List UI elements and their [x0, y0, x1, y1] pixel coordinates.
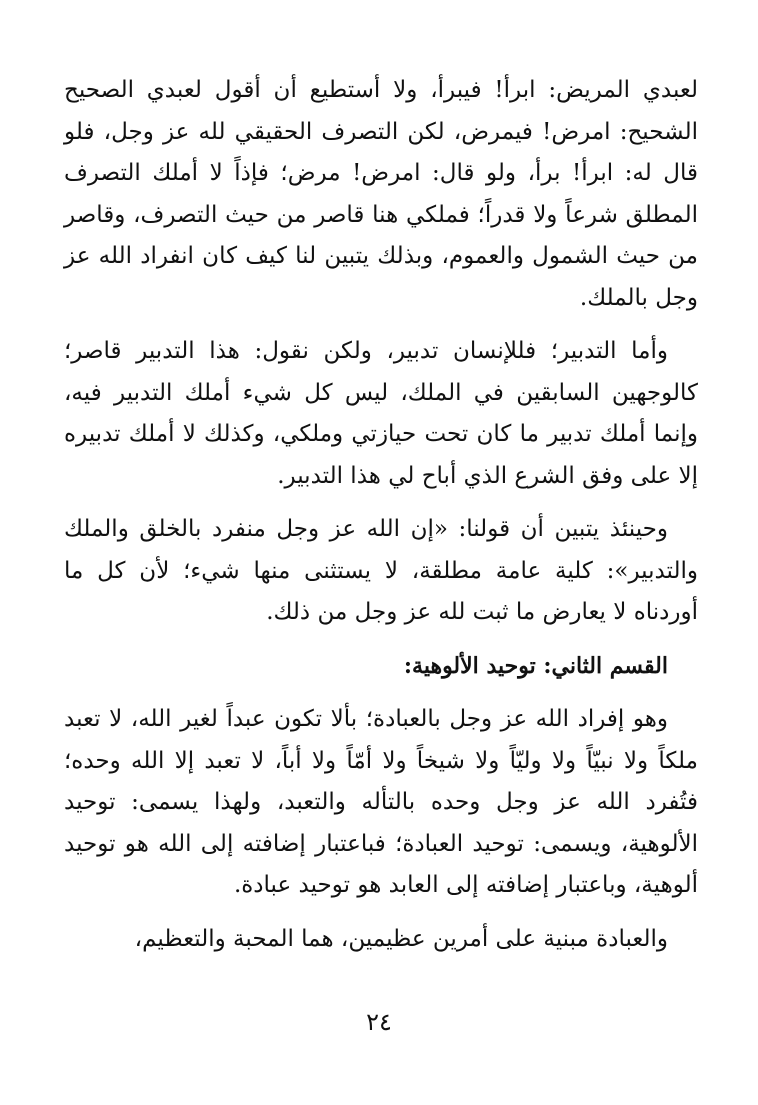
- section-heading: القسم الثاني: توحيد الألوهية:: [403, 652, 668, 679]
- paragraph-4: وهو إفراد الله عز وجل بالعبادة؛ بألا تكون عبداً لغير الله، لا تعبد ملكاً ولا نبيّاً ولا وليّاً ولا شيخاً ولا أمّاً ولا أباً، لا تعبد إلا الله وحده؛ فتُفرد الله عز وجل وحده بالتأله والتعبد، ولهذا يسمى: توحيد الألوهية، ويسمى: توحيد العبادة؛ فباعتبار إضافته إلى الله هو توحيد ألوهية، وباعتبار إضافته إلى العابد هو توحيد عبادة.: [64, 706, 698, 898]
- page-number: ٢٤: [366, 1008, 392, 1036]
- paragraph-2: وأما التدبير؛ فللإنسان تدبير، ولكن نقول: هذا التدبير قاصر؛ كالوجهين السابقين في الملك، ليس كل شيء أملك التدبير فيه، وإنما أملك تدبير ما كان تحت حيازتي وملكي، وكذلك لا أملك تدبيره إلا على وفق الشرع الذي أباح لي هذا التدبير.: [64, 338, 698, 489]
- page-body: [64, 70, 698, 1065]
- paragraph-5: والعبادة مبنية على أمرين عظيمين، هما المحبة والتعظيم،: [134, 925, 668, 952]
- paragraph-1: لعبدي المريض: ابرأ! فيبرأ، ولا أستطيع أن أقول لعبدي الصحيح الشحيح: امرض! فيمرض، لكن التصرف الحقيقي لله عز وجل، فلو قال له: ابرأ! برأ، ولو قال: امرض! مرض؛ فإذاً لا أملك التصرف المطلق شرعاً ولا قدراً؛ فملكي هنا قاصر من حيث التصرف، وقاصر من حيث الشمول والعموم، وبذلك يتبين لنا كيف كان انفراد الله عز وجل بالملك.: [64, 77, 698, 311]
- paragraph-3: وحينئذ يتبين أن قولنا: «إن الله عز وجل منفرد بالخلق والملك والتدبير»: كلية عامة مطلقة، لا يستثنى منها شيء؛ لأن كل ما أوردناه لا يعارض ما ثبت لله عز وجل من ذلك.: [64, 516, 698, 625]
